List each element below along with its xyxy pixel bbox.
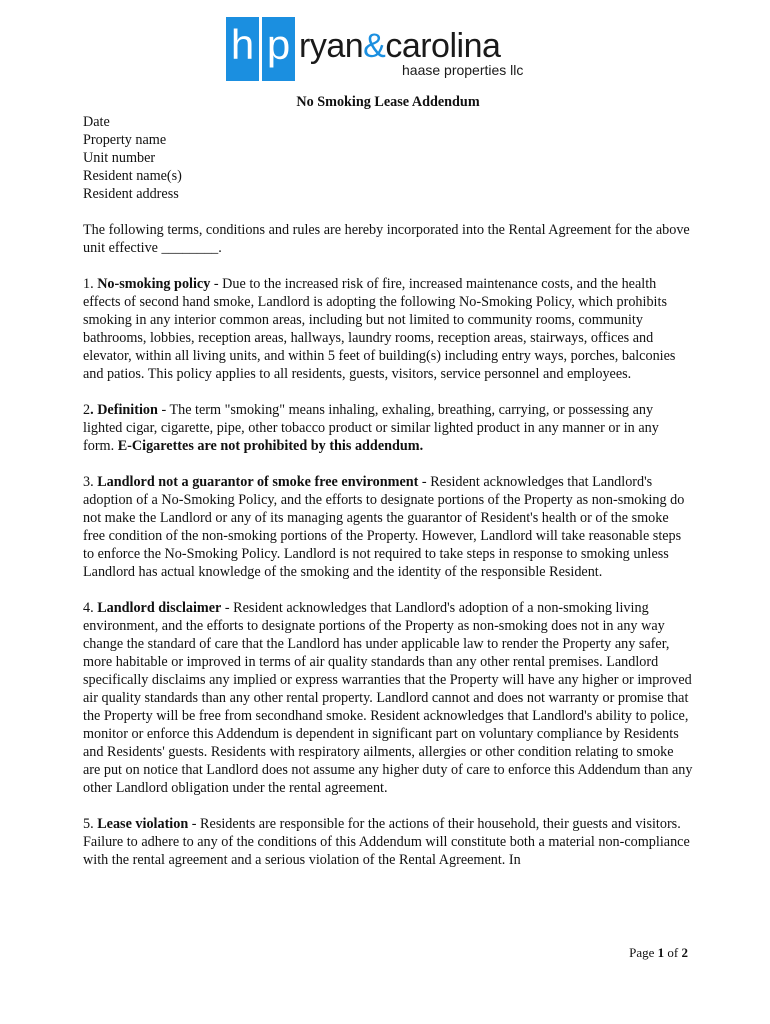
section-body: - Resident acknowledges that Landlord's adoption of a No-Smoking Policy, and the efforts to designate portions of the Property as non-smoking do not make the Landlord or any of its managing agents the guarantor of Resident's health or of the smoke free condition of the non-smoking portions of the Property. However, Landlord will take reasonable steps to enforce the No-Smoking Policy. Landlord is not required to take steps in response to smoking unless Landlord has actual knowledge of the smoking and the identity of the responsible Resident. bbox=[83, 474, 685, 580]
page-word: Page bbox=[629, 945, 655, 960]
page-total: 2 bbox=[681, 945, 688, 960]
logo-box-p: p bbox=[262, 17, 295, 81]
page-number bbox=[629, 945, 688, 961]
section-lease-violation bbox=[83, 815, 693, 869]
field-unit-number: Unit number bbox=[83, 150, 156, 166]
section-bold-note: E-Cigarettes are not prohibited by this addendum. bbox=[117, 438, 424, 454]
of-word: of bbox=[667, 945, 679, 960]
field-resident-address: Resident address bbox=[83, 186, 179, 202]
company-logo bbox=[226, 17, 526, 83]
brand-name bbox=[299, 26, 500, 66]
section-number: 2 bbox=[83, 402, 91, 418]
section-heading: No-smoking policy bbox=[97, 276, 211, 292]
logo-box-h: h bbox=[226, 17, 259, 81]
section-definition bbox=[83, 401, 693, 455]
document-body bbox=[83, 93, 693, 869]
field-property-name: Property name bbox=[83, 132, 167, 148]
section-heading: Landlord disclaimer bbox=[97, 600, 222, 616]
section-heading: Landlord not a guarantor of smoke free environment bbox=[97, 474, 419, 490]
section-no-smoking-policy bbox=[83, 275, 693, 383]
section-body: - The term "smoking" means inhaling, exhaling, breathing, carrying, or possessing any lighted cigar, cigarette, pipe, other tobacco product or similar lighted product in any manner or in any form. bbox=[83, 402, 659, 454]
section-number: 5. bbox=[83, 816, 94, 832]
section-number: 4. bbox=[83, 600, 94, 616]
brand-ampersand: & bbox=[363, 27, 386, 65]
intro-paragraph: The following terms, conditions and rules are hereby incorporated into the Rental Agreement for the above unit effective ________. bbox=[83, 222, 690, 256]
page-current: 1 bbox=[657, 945, 665, 960]
section-number: 3. bbox=[83, 474, 94, 490]
header-fields bbox=[83, 113, 693, 203]
section-landlord-not-guarantor bbox=[83, 473, 693, 581]
section-body: - Due to the increased risk of fire, increased maintenance costs, and the health effects of second hand smoke, Landlord is adopting the following No-Smoking Policy, which prohibits smoking in any interior common areas, including but not limited to community rooms, community bathrooms, lobbies, reception areas, hallways, laundry rooms, reception areas, stairways, offices and elevator, within all living units, and within 5 feet of building(s) including entry ways, porches, balconies and patios. This policy applies to all residents, guests, visitors, service personnel and employees. bbox=[83, 276, 676, 382]
section-number: 1. bbox=[83, 276, 94, 292]
field-resident-names: Resident name(s) bbox=[83, 168, 182, 184]
brand-name-part1: ryan bbox=[299, 27, 364, 65]
section-heading: . Definition bbox=[90, 402, 158, 418]
brand-name-part2: carolina bbox=[385, 27, 501, 65]
section-landlord-disclaimer bbox=[83, 599, 693, 797]
section-body: - Residents are responsible for the actions of their household, their guests and visitors. Failure to adhere to any of the conditions of this Addendum will constitute both a material non-compliance with the rental agreement and a serious violation of the Rental Agreement. In bbox=[83, 816, 690, 868]
document-title: No Smoking Lease Addendum bbox=[296, 94, 480, 110]
brand-subtitle: haase properties llc bbox=[402, 62, 524, 78]
section-heading: Lease violation bbox=[97, 816, 189, 832]
section-body: - Resident acknowledges that Landlord's adoption of a non-smoking living environment, and the efforts to designate portions of the Property as non-smoking does not in any way change the standard of care that the Landlord has under applicable law to render the Property any safer, more habitable or improved in terms of air quality standards than any other rental premises. Landlord specifically disclaims any implied or express warranties that the Property will have any higher or improved air quality standards than any other rental property. Landlord cannot and does not warranty or promise that the Property will be free from secondhand smoke. Resident acknowledges that Landlord's ability to police, monitor or enforce this Addendum is dependent in significant part on voluntary compliance by Residents and Residents' guests. Residents with respiratory ailments, allergies or other condition relating to smoke are put on notice that Landlord does not assume any higher duty of care to enforce this Addendum than any other Landlord obligation under the rental agreement. bbox=[83, 600, 693, 796]
field-date: Date bbox=[83, 114, 110, 130]
